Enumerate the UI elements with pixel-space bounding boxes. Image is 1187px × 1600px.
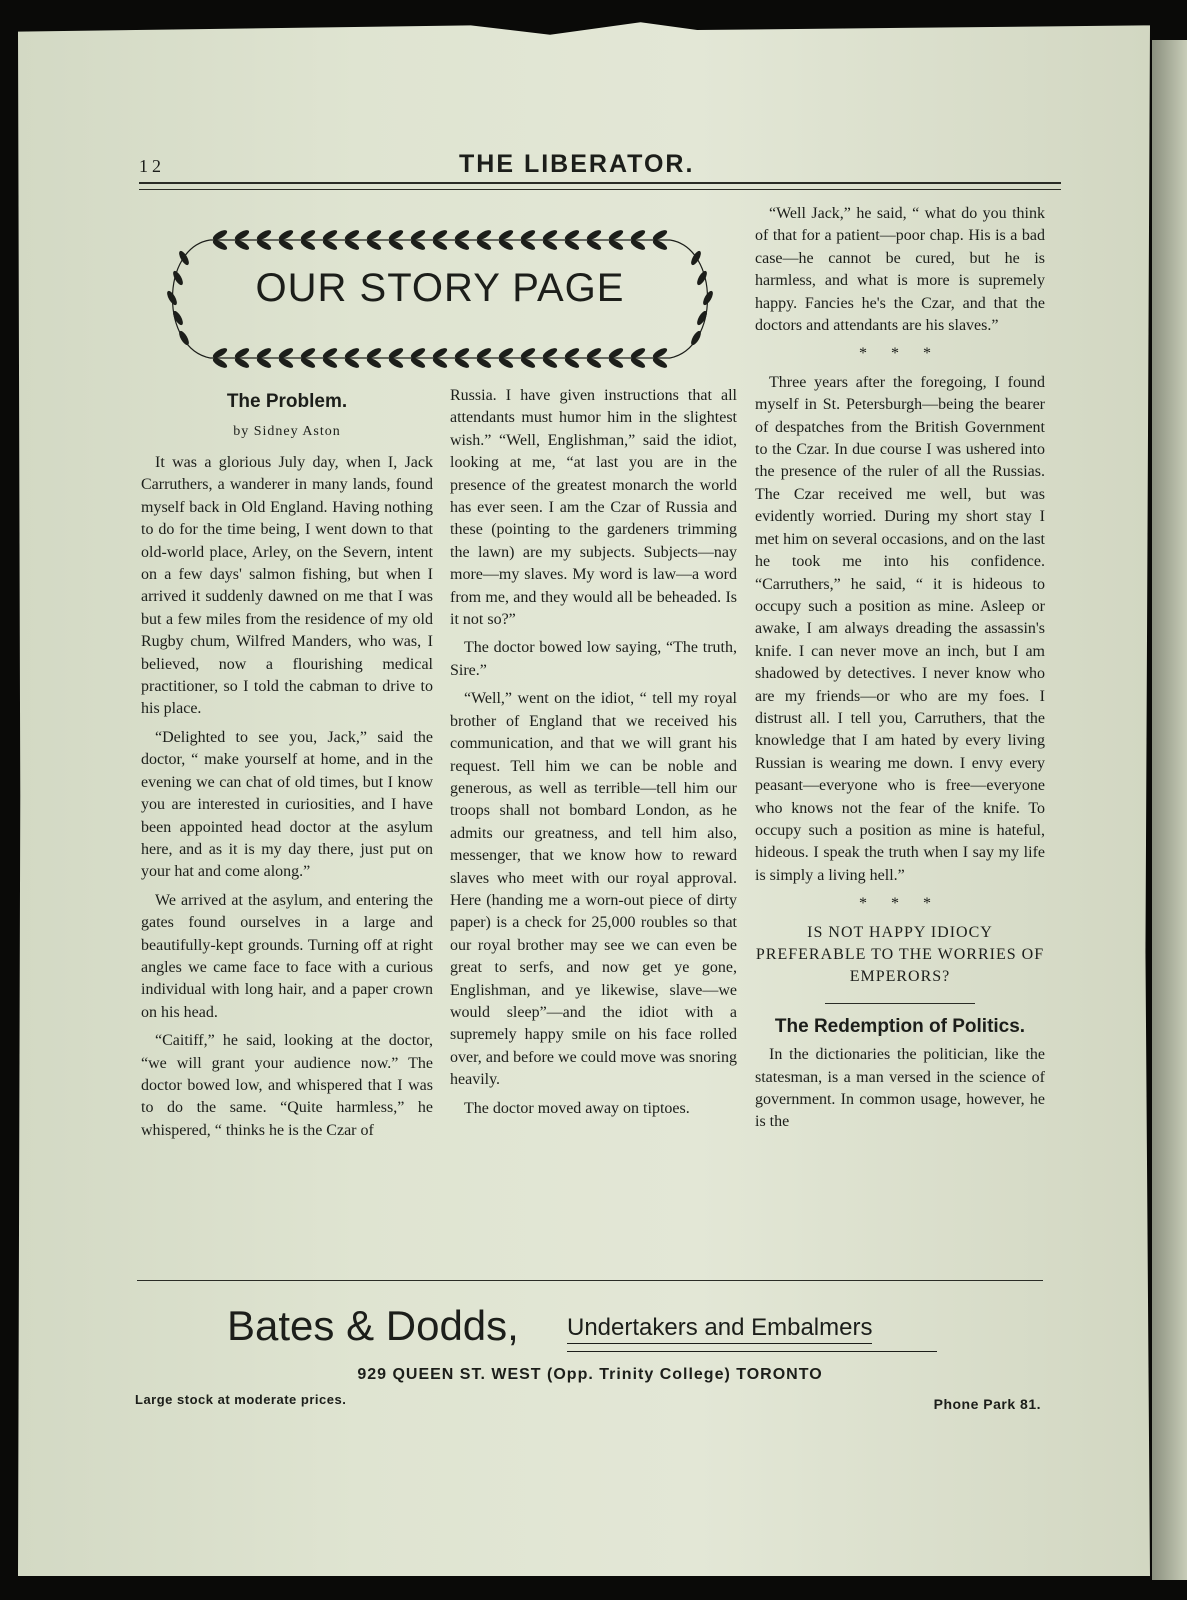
paragraph: We arrived at the asylum, and entering the gates found ourselves in a large and beautifully-kept grounds. Turning off at right angles we came face to face with a curious individual with long hair, and a paper crown on his head. <box>141 891 433 1021</box>
section-break-stars: * * * <box>859 895 941 913</box>
masthead-title: THE LIBERATOR. <box>459 150 695 178</box>
advertiser-trade: Undertakers and Embalmers <box>567 1314 872 1344</box>
trade-underline <box>567 1351 937 1352</box>
advertiser-address: 929 QUEEN ST. WEST (Opp. Trinity College) TORONTO <box>357 1366 823 1383</box>
politics-title: The Redemption of Politics. <box>774 1015 1026 1037</box>
paragraph: “Well,” went on the idiot, “ tell my royal brother of England that we received his communication, and that we will grant his request. Tell him we can be noble and generous, as well as terrible—tell him our troops shall not bombard London, as he admits our greatness, and tell him also, messenger, that we know how to reward slaves who meet with our royal approval. Here (handing me a worn-out piece of dirty paper) is a check for 25,000 roubles so that our royal brother may see we can even be great to serfs, and now get ye gone, Englishman, and ye likewise, slave—we would sleep”—and the idiot with a supremely happy smile on his face rolled over, and before we could move was snoring heavily. <box>450 690 737 1089</box>
paragraph: The doctor moved away on tiptoes. <box>464 1099 690 1117</box>
paragraph: In the dictionaries the politician, like the statesman, is a man versed in the science of government. In common usage, however, he is the <box>755 1046 1045 1131</box>
advertisement <box>135 1298 1045 1418</box>
story-title: The Problem. <box>226 391 348 412</box>
story-page-banner <box>150 228 730 373</box>
divider <box>825 1003 975 1004</box>
section-break-stars: * * * <box>859 345 941 363</box>
banner-title: OUR STORY PAGE <box>255 266 625 310</box>
adjacent-page-edge <box>1152 40 1187 1580</box>
header-rule <box>139 182 1061 190</box>
story-closing-line: IS NOT HAPPY IDIOCY PREFERABLE TO THE WORRIES OF EMPERORS? <box>755 923 1045 986</box>
footer-rule <box>137 1280 1043 1281</box>
paragraph: “Delighted to see you, Jack,” said the doctor, “ make yourself at home, and in the evening we can chat of old times, but I know you are interested in curiosities, and I have been appointed head doctor at the asylum here, and as it is my day there, just put on your hat and come along.” <box>141 728 433 881</box>
paragraph: It was a glorious July day, when I, Jack Carruthers, a wanderer in many lands, found myself back in Old England. Having nothing to do for the time being, I went down to that old-world place, Arley, on the Severn, intent on a few days' salmon fishing, but when I arrived it suddenly dawned on me that I was but a few miles from the residence of my old Rugby chum, Wilfred Manders, who was, I believed, now a flourishing medical practitioner, so I told the cabman to drive to his place. <box>141 454 433 718</box>
story-column-1 <box>141 452 433 1148</box>
story-column-2 <box>450 385 737 1126</box>
paragraph: Russia. I have given instructions that all attendants must humor him in the slightest wish.” “Well, Englishman,” said the idiot, looking at me, “at last you are in the presence of the greatest monarch the world has ever seen. I am the Czar of Russia and these (pointing to the gardeners trimming the lawn) are my subjects. Subjects—nay more—my slaves. My word is law—a word from me, and they would all be beheaded. Is it not so?” <box>450 387 737 629</box>
advertiser-tagline: Large stock at moderate prices. <box>135 1392 347 1407</box>
advertiser-name: Bates & Dodds, <box>227 1302 519 1349</box>
paragraph: “Caitiff,” he said, looking at the doctor, “we will grant your audience now.” The doctor bowed low, and whispered that I was to do the same. “Quite harmless,” he whispered, “ thinks he is the Czar of <box>141 1032 433 1139</box>
paragraph: “Well Jack,” he said, “ what do you think of that for a patient—poor chap. His is a bad case—he cannot be cured, but he is harmless, and what is more is supremely happy. Fancies he's the Czar, and that the doctors and attendants are his slaves.” <box>755 205 1045 335</box>
story-column-3 <box>755 203 1045 1140</box>
story-byline: by Sidney Aston <box>233 424 341 439</box>
paragraph: The doctor bowed low saying, “The truth, Sire.” <box>450 639 737 679</box>
page-number: 12 <box>139 156 165 176</box>
advertiser-phone: Phone Park 81. <box>933 1396 1041 1412</box>
paragraph: Three years after the foregoing, I found myself in St. Petersburgh—being the bearer of despatches from the British Government to the Czar. In due course I was ushered into the presence of the ruler of all the Russias. The Czar received me well, but was evidently worried. During my short stay I met him on several occasions, and on the last he took me into his confidence. “Carruthers,” he said, “ it is hideous to occupy such a position as mine. Asleep or awake, I am always dreading the assassin's knife. I can never move an inch, but I am shadowed by detectives. I never know who are my friends—or who are my foes. I distrust all. I tell you, Carruthers, that the knowledge that I am hated by every living Russian is wearing me down. I envy every peasant—everyone who is free—everyone who knows not the fear of the knife. To occupy such a position as mine is hateful, hideous. I speak the truth when I say my life is simply a living hell.” <box>755 373 1045 884</box>
